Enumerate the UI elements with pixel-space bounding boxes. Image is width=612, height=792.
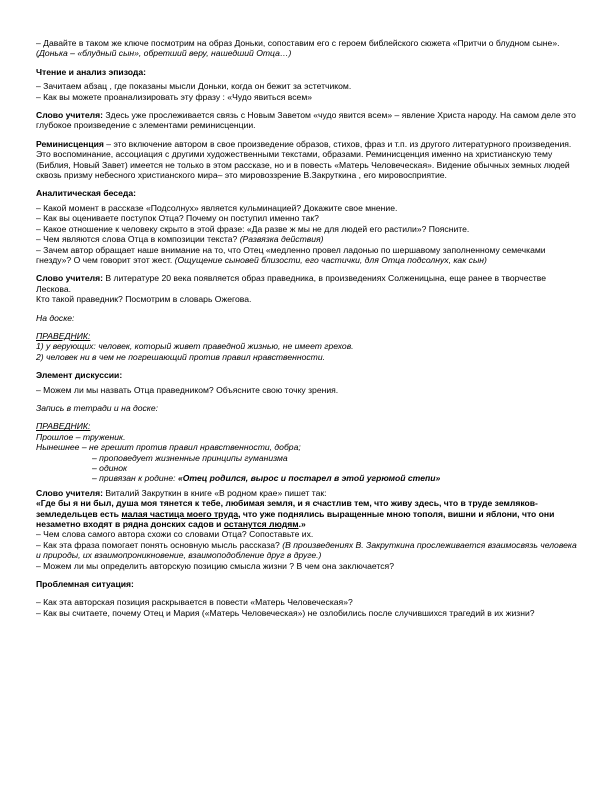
on-board-label: На доске: [36,312,75,323]
analytic-question-5: – Зачем автор обращает наше внимание на то, что Отец «медленно провел ладонью по шершавому заполненному семечками гнезду»? О чем говорит этот жест. (Ощущение сыновей близости, его частички, для Отца подсолнух, как сын) [36,244,546,265]
problem-question-2: – Как вы считаете, почему Отец и Мария («Матерь Человеческая») не озлобились после случившихся трагедий в их жизни? [36,607,535,618]
teacher-word-2: Слово учителя: В литературе 20 века появляется образ праведника, в произведениях Солженицына, еще ранее в творчестве Лескова. [36,273,546,294]
definition-2: 2) человек ни в чем не погрешающий против правил нравственности. [36,351,325,362]
reading-question-2: – Как вы можете проанализировать эту фразу : «Чудо явиться всем» [36,91,313,102]
notebook-label: Запись в тетради и на доске: [36,402,159,413]
compare-question-1: – Чем слова самого автора схожи со словами Отца? Сопоставьте их. [36,529,314,540]
compare-question-2: – Как эта фраза помогает понять основную мысль рассказа? (В произведениях В. Закруткина прослеживается взаимосвязь человека и природы, их взаимопроникновение, взаимоподобление друг в друге.) [36,539,577,561]
analytic-question-2: – Как вы оцениваете поступок Отца? Почему он поступил именно так? [36,213,319,224]
reminiscence-paragraph: Реминисценция – это включение автором в свое произведение образов, стихов, фраз и т.п. из другого литературного произведения. Это воспоминание, ассоциация с другими художественными текстами, образами. Реминисценция именно на христианскую тему (Библия, Новый Завет) имеется не только в этом рассказе, но и в повесть «Матерь Человеческая». Видение обычных земных людей сквозь призму небесного христианского мира– это мировоззрение В.Закруткина , его мировосприятие. [36,138,572,181]
notebook-now-2: – проповедует жизненные принципы гуманизма [92,452,288,463]
teacher-label: Слово учителя: [36,273,103,284]
heading-discussion: Элемент дискуссии: [36,370,123,381]
definition-1: 1) у верующих: человек, который живет праведной жизнью, не имеет грехов. [36,341,354,352]
teacher-word-1: Слово учителя: Здесь уже прослеживается связь с Новым Заветом «чудо явится всем» – явление Христа народу. На самом деле это глубокое произведение с элементами реминисценции. [36,110,576,131]
teacher-word-3: Слово учителя: Виталий Закруткин в книге «В родном крае» пишет так: [36,487,327,498]
discussion-question-1: – Можем ли мы назвать Отца праведником? Объясните свою точку зрения. [36,384,339,395]
teacher-label: Слово учителя: [36,487,103,498]
analytic-question-1: – Какой момент в рассказе «Подсолнух» является кульминацией? Докажите свое мнение. [36,202,398,213]
compare-question-3: – Можем ли мы определить авторскую позицию смысла жизни ? В чем она заключается? [36,560,394,571]
heading-problem: Проблемная ситуация: [36,579,134,590]
document-content [36,38,580,618]
problem-question-1: – Как эта авторская позиция раскрывается в повести «Матерь Человеческая»? [36,597,353,608]
heading-reading: Чтение и анализ эпизода: [36,66,146,77]
analytic-question-3: – Какое отношение к человеку скрыто в этой фразе: «Да разве ж мы не для людей его растили»? Поясните. [36,223,470,234]
heading-analytic: Аналитическая беседа: [36,188,136,199]
author-quote: «Где бы я ни был, душа моя тянется к тебе, любимая земля, и я счастлив тем, что живу здесь, что в труде земляков-земледельцев есть малая частица моего труда, что уже поднялись выращенные мною тополя, вишни и яблони, что они незаметно входят в рядна донских садов и останутся людям.» [36,498,555,530]
notebook-now-4: – привязан к родине: «Отец родился, вырос и постарел в этой угрюмой степи» [92,473,441,484]
intro-answer: (Донька – «блудный сын», обретший веру, нашедший Отца…) [36,48,292,59]
analytic-question-4: – Чем являются слова Отца в композиции текста? (Развязка действия) [36,234,324,245]
teacher-label: Слово учителя: [36,110,103,121]
intro-paragraph [36,38,580,59]
teacher-word-2-line2: Кто такой праведник? Посмотрим в словарь Ожегова. [36,294,252,305]
intro-text: – Давайте в таком же ключе посмотрим на образ Доньки, сопоставим его с героем библейского сюжета «Притчи о блудном сыне». [36,38,560,48]
notebook-now-3: – одинок [92,463,128,473]
notebook-past: Прошлое – труженик. [36,431,126,442]
notebook-title: ПРАВЕДНИК: [36,421,91,432]
reminiscence-term: Реминисценция [36,138,104,149]
notebook-now: Нынешнее – не грешит против правил нравственности, добра; [36,442,301,453]
definition-title: ПРАВЕДНИК: [36,330,91,341]
reading-question-1: – Зачитаем абзац , где показаны мысли Доньки, когда он бежит за эстетчиком. [36,81,352,92]
